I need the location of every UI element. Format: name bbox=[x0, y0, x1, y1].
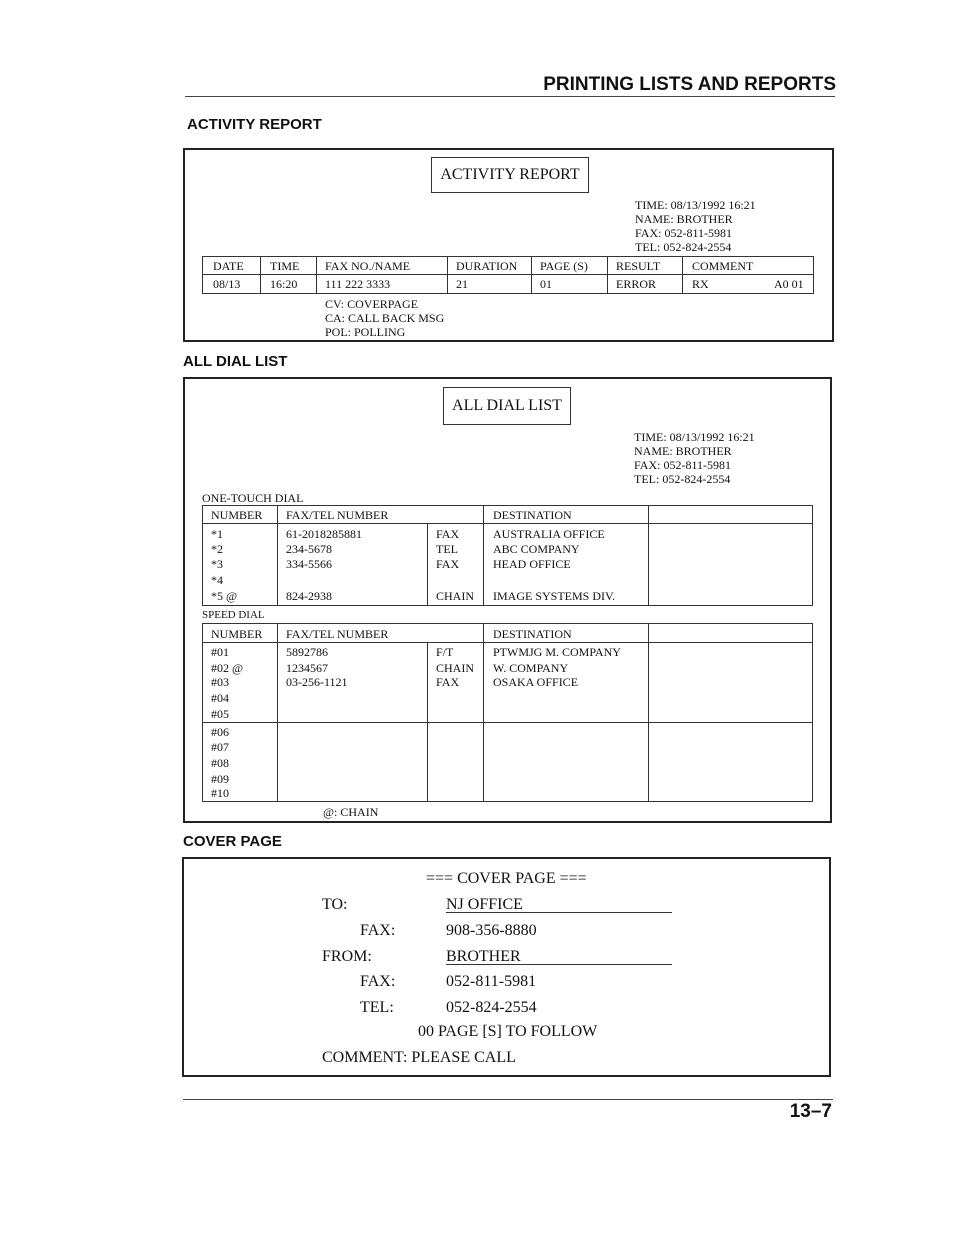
cover-to-fax: 908-356-8880 bbox=[446, 922, 537, 939]
activity-row-faxno: 111 222 3333 bbox=[325, 277, 391, 291]
activity-row-time: 16:20 bbox=[270, 277, 298, 291]
activity-header-pages: PAGE (S) bbox=[540, 259, 588, 273]
legend-pol: POL: POLLING bbox=[325, 325, 406, 339]
activity-info bbox=[635, 198, 756, 254]
speed-header-tel: FAX/TEL NUMBER bbox=[286, 627, 389, 641]
cover-heading: === COVER PAGE === bbox=[426, 870, 587, 887]
activity-header-date: DATE bbox=[213, 259, 244, 273]
activity-report-box bbox=[183, 148, 834, 342]
speed-num: #06 bbox=[211, 725, 229, 739]
one-touch-label: ONE-TOUCH DIAL bbox=[202, 491, 304, 505]
speed-dest: W. COMPANY bbox=[493, 661, 569, 675]
cover-pages: 00 PAGE [S] TO FOLLOW bbox=[418, 1023, 598, 1040]
one-touch-num: *1 bbox=[211, 527, 223, 541]
cover-to-value: NJ OFFICE bbox=[446, 896, 523, 913]
activity-header-duration: DURATION bbox=[456, 259, 518, 273]
speed-tel: 1234567 bbox=[286, 661, 328, 675]
one-touch-header-dest: DESTINATION bbox=[493, 508, 572, 522]
dial-info bbox=[634, 430, 755, 486]
speed-num: #01 bbox=[211, 645, 229, 659]
one-touch-type: TEL bbox=[436, 542, 458, 556]
cover-from-fax: 052-811-5981 bbox=[446, 973, 537, 990]
cover-tel-label: TEL: bbox=[360, 999, 394, 1016]
one-touch-type: CHAIN bbox=[436, 589, 474, 603]
page-header-title: PRINTING LISTS AND REPORTS bbox=[543, 74, 836, 95]
activity-row-pages: 01 bbox=[540, 277, 552, 291]
activity-info-time: TIME: 08/13/1992 16:21 bbox=[635, 198, 756, 212]
speed-num: #04 bbox=[211, 691, 229, 705]
one-touch-tel: 61-2018285881 bbox=[286, 527, 362, 541]
speed-num: #09 bbox=[211, 772, 229, 786]
activity-header-comment: COMMENT bbox=[692, 259, 754, 273]
activity-row-result: ERROR bbox=[616, 277, 657, 291]
activity-report-title: ACTIVITY REPORT bbox=[431, 157, 589, 193]
cover-from-underline bbox=[446, 964, 672, 965]
one-touch-num: *4 bbox=[211, 573, 223, 587]
one-touch-num: *5 @ bbox=[211, 589, 238, 603]
cover-comment: COMMENT: PLEASE CALL bbox=[322, 1049, 516, 1066]
dial-list-title: ALL DIAL LIST bbox=[443, 387, 571, 425]
speed-type: FAX bbox=[436, 675, 460, 689]
speed-dest: PTWMJG M. COMPANY bbox=[493, 645, 621, 659]
speed-num: #02 @ bbox=[211, 661, 244, 675]
activity-section-title: ACTIVITY REPORT bbox=[187, 116, 322, 133]
activity-row-date: 08/13 bbox=[213, 277, 241, 291]
header-rule bbox=[185, 96, 835, 97]
cover-from-label: FROM: bbox=[322, 948, 372, 965]
dial-info-tel: TEL: 052-824-2554 bbox=[634, 472, 731, 486]
activity-header-time: TIME bbox=[270, 259, 300, 273]
speed-num: #05 bbox=[211, 707, 229, 721]
activity-info-tel: TEL: 052-824-2554 bbox=[635, 240, 732, 254]
footer-rule bbox=[183, 1099, 833, 1100]
cover-section-title: COVER PAGE bbox=[183, 833, 282, 850]
one-touch-dest: IMAGE SYSTEMS DIV. bbox=[493, 589, 616, 603]
activity-header-faxno: FAX NO./NAME bbox=[325, 259, 411, 273]
one-touch-header-tel: FAX/TEL NUMBER bbox=[286, 508, 389, 522]
all-dial-list-box bbox=[183, 377, 832, 823]
activity-info-fax: FAX: 052-811-5981 bbox=[635, 226, 732, 240]
activity-info-name: NAME: BROTHER bbox=[635, 212, 733, 226]
cover-from-value: BROTHER bbox=[446, 948, 521, 965]
one-touch-tel: 234-5678 bbox=[286, 542, 332, 556]
one-touch-num: *2 bbox=[211, 542, 223, 556]
speed-type: F/T bbox=[436, 645, 454, 659]
speed-num: #08 bbox=[211, 756, 229, 770]
speed-num: #10 bbox=[211, 786, 229, 800]
cover-from-fax-label: FAX: bbox=[360, 973, 396, 990]
one-touch-type: FAX bbox=[436, 557, 460, 571]
speed-header-dest: DESTINATION bbox=[493, 627, 572, 641]
activity-row-code: A0 01 bbox=[774, 277, 804, 291]
speed-num: #07 bbox=[211, 740, 229, 754]
activity-legend bbox=[325, 297, 444, 339]
cover-from-tel: 052-824-2554 bbox=[446, 999, 537, 1016]
cover-to-label: TO: bbox=[322, 896, 348, 913]
dial-info-fax: FAX: 052-811-5981 bbox=[634, 458, 731, 472]
speed-type: CHAIN bbox=[436, 661, 474, 675]
dial-info-name: NAME: BROTHER bbox=[634, 444, 732, 458]
legend-cv: CV: COVERPAGE bbox=[325, 297, 419, 311]
legend-ca: CA: CALL BACK MSG bbox=[325, 311, 445, 325]
one-touch-tel: 824-2938 bbox=[286, 589, 332, 603]
speed-dest: OSAKA OFFICE bbox=[493, 675, 579, 689]
speed-tel: 03-256-1121 bbox=[286, 675, 348, 689]
one-touch-dest: HEAD OFFICE bbox=[493, 557, 571, 571]
dial-info-time: TIME: 08/13/1992 16:21 bbox=[634, 430, 755, 444]
one-touch-dest: AUSTRALIA OFFICE bbox=[493, 527, 605, 541]
chain-note: @: CHAIN bbox=[323, 805, 379, 819]
page-number: 13–7 bbox=[789, 1101, 832, 1122]
speed-header-number: NUMBER bbox=[211, 627, 263, 641]
activity-row-duration: 21 bbox=[456, 277, 468, 291]
speed-num: #03 bbox=[211, 675, 229, 689]
dial-section-title: ALL DIAL LIST bbox=[183, 353, 288, 370]
activity-row-comment: RX bbox=[692, 277, 709, 291]
one-touch-type: FAX bbox=[436, 527, 460, 541]
one-touch-header-number: NUMBER bbox=[211, 508, 263, 522]
one-touch-num: *3 bbox=[211, 557, 223, 571]
cover-to-underline bbox=[446, 912, 672, 913]
speed-dial-label: SPEED DIAL bbox=[202, 609, 265, 621]
activity-header-result: RESULT bbox=[616, 259, 661, 273]
speed-tel: 5892786 bbox=[286, 645, 328, 659]
one-touch-tel: 334-5566 bbox=[286, 557, 332, 571]
one-touch-dest: ABC COMPANY bbox=[493, 542, 580, 556]
cover-page-box bbox=[182, 857, 831, 1077]
cover-fax-label: FAX: bbox=[360, 922, 396, 939]
